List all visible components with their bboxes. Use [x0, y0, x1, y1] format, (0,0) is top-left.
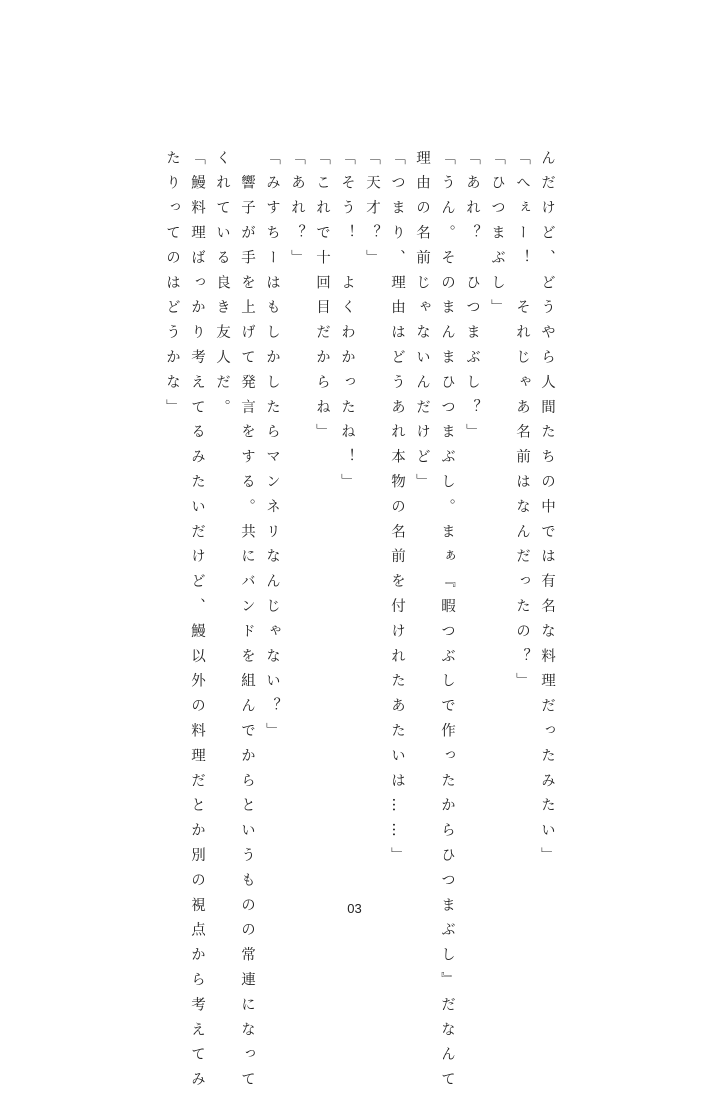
- text-line: 理由の名前じゃないんだけど」: [414, 150, 430, 499]
- text-line: 「そう！ よくわかったね！」: [339, 150, 355, 499]
- text-line: 「へぇー！ それじゃあ名前はなんだったの？」: [514, 150, 530, 698]
- text-line: くれている良き友人だ。: [214, 150, 230, 424]
- text-line: 「これで十回目だからね」: [314, 150, 330, 449]
- text-line: 「あれ？ ひつまぶし？」: [464, 150, 480, 449]
- text-line: 「鰻料理ばっかり考えてるみたいだけど、鰻以外の料理だとか別の視点から考えてみ: [189, 150, 205, 1096]
- text-line: 「ひつまぶし」: [489, 150, 505, 325]
- text-line: たりってのはどうかな」: [164, 150, 180, 424]
- page-number: 03: [347, 901, 362, 916]
- text-line: 「天才？」: [364, 150, 380, 275]
- text-line: 響子が手を上げて発言をする。共にバンドを組んでからというものの常連になって: [239, 150, 255, 1096]
- text-line: 「みすちーはもしかしたらマンネリなんじゃない？」: [264, 150, 280, 748]
- text-line: んだけど、どうやら人間たちの中では有名な料理だったみたい」: [539, 150, 555, 873]
- text-line: 「うん。そのまんまひつまぶし。まぁ『暇つぶしで作ったからひつまぶし』だなんて: [439, 150, 455, 1096]
- text-line: 「つまり、理由はどうあれ本物の名前を付けれたあたいは……」: [389, 150, 405, 873]
- text-line: 「あれ？」: [289, 150, 305, 275]
